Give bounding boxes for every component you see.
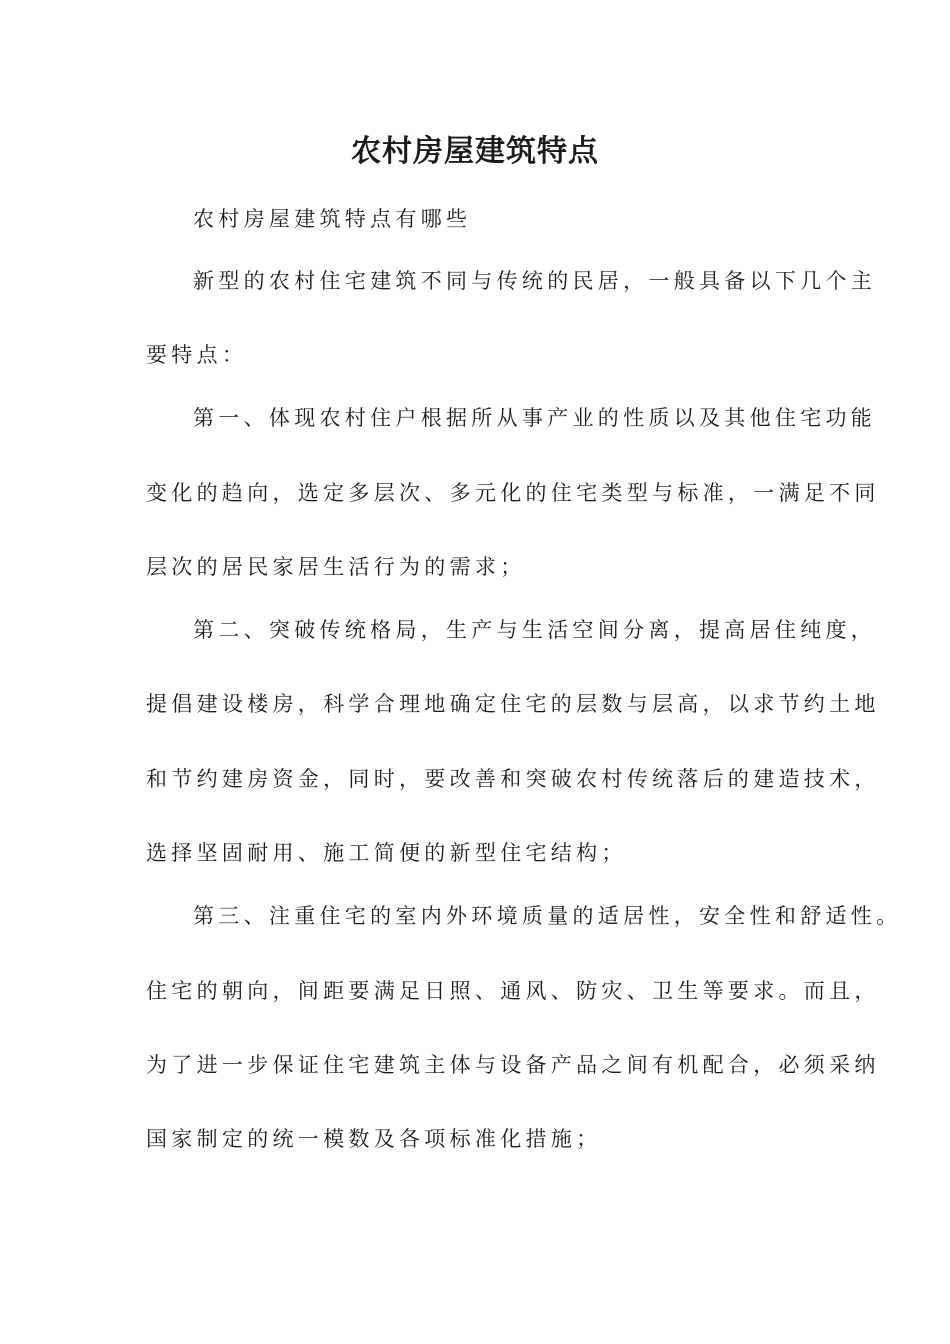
paragraph-line: 第一、体现农村住户根据所从事产业的性质以及其他住宅功能	[193, 406, 877, 430]
paragraph-line: 第二、突破传统格局，生产与生活空间分离，提高居住纯度，	[193, 618, 877, 642]
paragraph-line: 住宅的朝向，间距要满足日照、通风、防灾、卫生等要求。而且，	[146, 979, 880, 1003]
paragraph-line: 和节约建房资金，同时，要改善和突破农村传统落后的建造技术，	[146, 767, 880, 791]
document-title: 农村房屋建筑特点	[351, 134, 599, 169]
paragraph-line: 变化的趋向，选定多层次、多元化的住宅类型与标准，一满足不同	[146, 481, 880, 505]
paragraph-line: 层次的居民家居生活行为的需求；	[146, 555, 526, 579]
paragraph-line: 为了进一步保证住宅建筑主体与设备产品之间有机配合，必须采纳	[146, 1053, 880, 1077]
subtitle-line: 农村房屋建筑特点有哪些	[193, 207, 472, 231]
paragraph-line: 第三、注重住宅的室内外环境质量的适居性，安全性和舒适性。	[193, 904, 902, 928]
paragraph-line: 要特点：	[146, 343, 248, 367]
paragraph-line: 国家制定的统一模数及各项标准化措施；	[146, 1127, 602, 1151]
paragraph-line: 提倡建设楼房，科学合理地确定住宅的层数与层高，以求节约土地	[146, 692, 880, 716]
paragraph-line: 新型的农村住宅建筑不同与传统的民居，一般具备以下几个主	[193, 269, 877, 293]
paragraph-line: 选择坚固耐用、施工简便的新型住宅结构；	[146, 841, 627, 865]
